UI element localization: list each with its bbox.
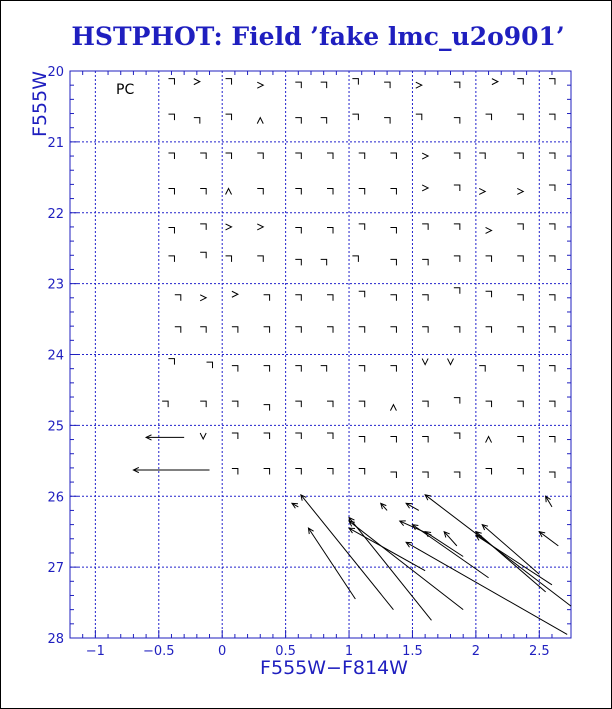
chevron-marker — [390, 405, 396, 411]
chevron-marker — [517, 366, 523, 372]
chevron-marker — [422, 259, 428, 265]
chevron-marker — [194, 79, 200, 85]
chevron-marker — [359, 291, 365, 297]
y-tick-label: 22 — [47, 206, 64, 222]
chevron-marker — [390, 188, 396, 194]
chevron-marker — [390, 227, 396, 233]
arrow-line — [349, 518, 431, 621]
x-tick-label: −1 — [85, 644, 105, 659]
chevron-marker — [295, 401, 301, 407]
chevron-marker — [200, 188, 206, 194]
chevron-marker — [257, 82, 263, 88]
x-tick-label: 2 — [471, 644, 481, 659]
y-tick-label: 21 — [47, 135, 64, 151]
chevron-marker — [327, 327, 333, 333]
chevron-marker — [168, 79, 174, 85]
chevron-marker — [200, 252, 206, 258]
chevron-marker — [359, 153, 365, 159]
chevron-marker — [295, 188, 301, 194]
y-tick-label: 26 — [47, 490, 64, 506]
chevron-marker — [549, 185, 555, 191]
chevron-marker — [517, 153, 523, 159]
chevron-marker — [486, 327, 492, 333]
chevron-marker — [549, 256, 555, 262]
chevron-marker — [454, 327, 460, 333]
chevron-marker — [264, 366, 270, 372]
x-tick-label: 0.5 — [275, 644, 296, 659]
chevron-marker — [448, 359, 454, 365]
chevron-marker — [486, 291, 492, 297]
chevron-marker — [168, 114, 174, 120]
chevron-marker — [359, 437, 365, 443]
chevron-marker — [168, 227, 174, 233]
chevron-marker — [232, 468, 238, 474]
chevron-marker — [517, 468, 523, 474]
chevron-marker — [232, 366, 238, 372]
chevron-marker — [384, 118, 390, 124]
chevron-marker — [295, 259, 301, 265]
arrow-line — [444, 532, 457, 546]
chevron-marker — [295, 153, 301, 159]
y-tick-label: 23 — [47, 277, 64, 293]
chevron-marker — [321, 259, 327, 265]
chevron-marker — [200, 401, 206, 407]
chevron-marker — [454, 153, 460, 159]
chevron-marker — [226, 79, 232, 85]
chevron-marker — [200, 295, 206, 301]
chevron-marker — [422, 472, 428, 478]
chevron-marker — [486, 227, 492, 233]
chevron-marker — [264, 468, 270, 474]
chevron-marker — [517, 188, 523, 194]
chevron-marker — [295, 82, 301, 88]
chevron-marker — [549, 366, 555, 372]
chevron-marker — [352, 114, 358, 120]
chevron-marker — [264, 433, 270, 439]
chevron-marker — [390, 437, 396, 443]
chevron-marker — [390, 295, 396, 301]
chevron-marker — [486, 437, 492, 443]
grid-lines — [70, 71, 571, 638]
chevron-marker — [454, 472, 460, 478]
chevron-marker — [168, 153, 174, 159]
chevron-marker — [454, 185, 460, 191]
chevron-marker — [454, 224, 460, 230]
long-arrows — [133, 435, 571, 635]
chevron-marker — [390, 259, 396, 265]
y-tick-label: 25 — [47, 419, 64, 435]
chevron-marker — [517, 224, 523, 230]
chevron-marker — [549, 114, 555, 120]
chevron-marker — [486, 256, 492, 262]
chevron-marker — [327, 401, 333, 407]
chevron-marker — [454, 398, 460, 404]
arrow-line — [406, 542, 567, 634]
chevron-marker — [359, 468, 365, 474]
chevron-marker — [416, 114, 422, 120]
arrow-line — [425, 495, 571, 606]
chevron-marker — [422, 185, 428, 191]
chevron-marker — [517, 256, 523, 262]
chevron-marker — [422, 327, 428, 333]
chevron-marker — [454, 82, 460, 88]
y-tick-label: 24 — [47, 348, 64, 364]
chevron-marker — [207, 362, 213, 368]
chevron-marker — [359, 224, 365, 230]
chevron-marker — [226, 188, 232, 194]
chevron-marker — [168, 256, 174, 262]
chevron-marker — [257, 188, 263, 194]
chevron-marker — [454, 433, 460, 439]
chevron-marker — [226, 153, 232, 159]
chevron-marker — [295, 468, 301, 474]
chevron-marker — [352, 256, 358, 262]
chevron-marker — [257, 153, 263, 159]
panel-label: PC — [116, 82, 135, 98]
arrow-head — [308, 528, 313, 534]
chevron-marker — [549, 437, 555, 443]
arrow-line — [301, 495, 394, 610]
chevron-marker — [359, 366, 365, 372]
chevron-marker — [517, 437, 523, 443]
chevron-marker — [486, 401, 492, 407]
chevron-marker — [200, 433, 206, 439]
chevron-marker — [232, 291, 238, 297]
chevron-marker — [517, 79, 523, 85]
y-tick-labels — [47, 65, 64, 647]
chevron-marker — [226, 114, 232, 120]
chevron-marker — [416, 82, 422, 88]
x-tick-label: 0 — [218, 644, 227, 659]
chevron-marker — [479, 153, 485, 159]
x-tick-label: 1.5 — [402, 644, 423, 659]
chevron-marker — [549, 327, 555, 333]
chevron-marker — [454, 288, 460, 294]
chevron-marker — [327, 433, 333, 439]
chevron-marker — [232, 327, 238, 333]
chevron-marker — [422, 437, 428, 443]
arrow-line — [425, 532, 463, 557]
chevron-marker — [517, 401, 523, 407]
chevron-marker — [359, 401, 365, 407]
chevron-marker — [264, 405, 270, 411]
chevron-marker — [549, 224, 555, 230]
chevron-marker — [384, 82, 390, 88]
chevron-marker — [549, 153, 555, 159]
chart-title: HSTPHOT: Field ’fake lmc_u2o901’ — [71, 22, 565, 51]
chevron-marker — [232, 433, 238, 439]
chevron-marker — [454, 118, 460, 124]
chevron-marker — [226, 256, 232, 262]
chevron-marker — [359, 188, 365, 194]
chevron-marker — [200, 153, 206, 159]
chevron-marker — [257, 224, 263, 230]
chevron-marker — [517, 114, 523, 120]
chevron-marker — [517, 327, 523, 333]
chevron-marker — [327, 227, 333, 233]
chevron-marker — [422, 295, 428, 301]
chevron-marker — [257, 256, 263, 262]
chevron-marker — [359, 327, 365, 333]
chevron-marker — [327, 153, 333, 159]
chevron-marker — [264, 327, 270, 333]
chevron-marker — [390, 327, 396, 333]
chevron-marker — [175, 327, 181, 333]
chevron-marker — [295, 295, 301, 301]
chevron-marker — [295, 327, 301, 333]
chevron-marker — [486, 468, 492, 474]
chevron-marker — [321, 366, 327, 372]
chevron-marker — [549, 401, 555, 407]
chevron-marker — [200, 327, 206, 333]
chevron-marker — [492, 79, 498, 85]
chevron-marker — [549, 472, 555, 478]
chevron-marker — [390, 366, 396, 372]
arrow-line — [539, 532, 558, 546]
chevron-marker — [479, 366, 485, 372]
chevron-marker — [327, 468, 333, 474]
y-tick-label: 28 — [47, 632, 64, 647]
chevron-marker — [422, 359, 428, 365]
x-tick-label: 1 — [344, 644, 354, 659]
chevron-marker — [549, 295, 555, 301]
chevron-marker — [486, 114, 492, 120]
x-tick-label: −0.5 — [142, 644, 175, 659]
chevron-marker — [175, 295, 181, 301]
chevron-marker — [264, 295, 270, 301]
chevron-marker — [422, 153, 428, 159]
chevron-marker — [295, 433, 301, 439]
chevron-marker — [232, 401, 238, 407]
chevron-marker — [194, 118, 200, 124]
chevron-marker — [549, 79, 555, 85]
chevron-marker — [295, 118, 301, 124]
chevron-marker — [168, 359, 174, 365]
chevron-marker — [168, 188, 174, 194]
chevron-markers — [162, 79, 555, 478]
arrow-line — [308, 528, 355, 599]
chevron-marker — [517, 295, 523, 301]
chevron-marker — [454, 256, 460, 262]
arrow-line — [476, 532, 546, 592]
chevron-marker — [479, 188, 485, 194]
y-tick-label: 27 — [47, 561, 64, 577]
x-tick-label: 2.5 — [528, 644, 550, 659]
chevron-marker — [327, 295, 333, 301]
y-tick-label: 20 — [47, 65, 64, 80]
chevron-marker — [226, 224, 232, 230]
chevron-marker — [390, 153, 396, 159]
chevron-marker — [321, 118, 327, 124]
chevron-marker — [295, 366, 301, 372]
chevron-marker — [321, 82, 327, 88]
chevron-marker — [200, 224, 206, 230]
chevron-marker — [295, 227, 301, 233]
chevron-marker — [390, 472, 396, 478]
x-axis-label: F555W−F814W — [260, 657, 408, 679]
chevron-marker — [352, 79, 358, 85]
chevron-marker — [257, 118, 263, 124]
chevron-marker — [422, 401, 428, 407]
chevron-marker — [327, 188, 333, 194]
y-axis-label: F555W — [29, 71, 51, 137]
chevron-marker — [422, 224, 428, 230]
chevron-marker — [162, 401, 168, 407]
